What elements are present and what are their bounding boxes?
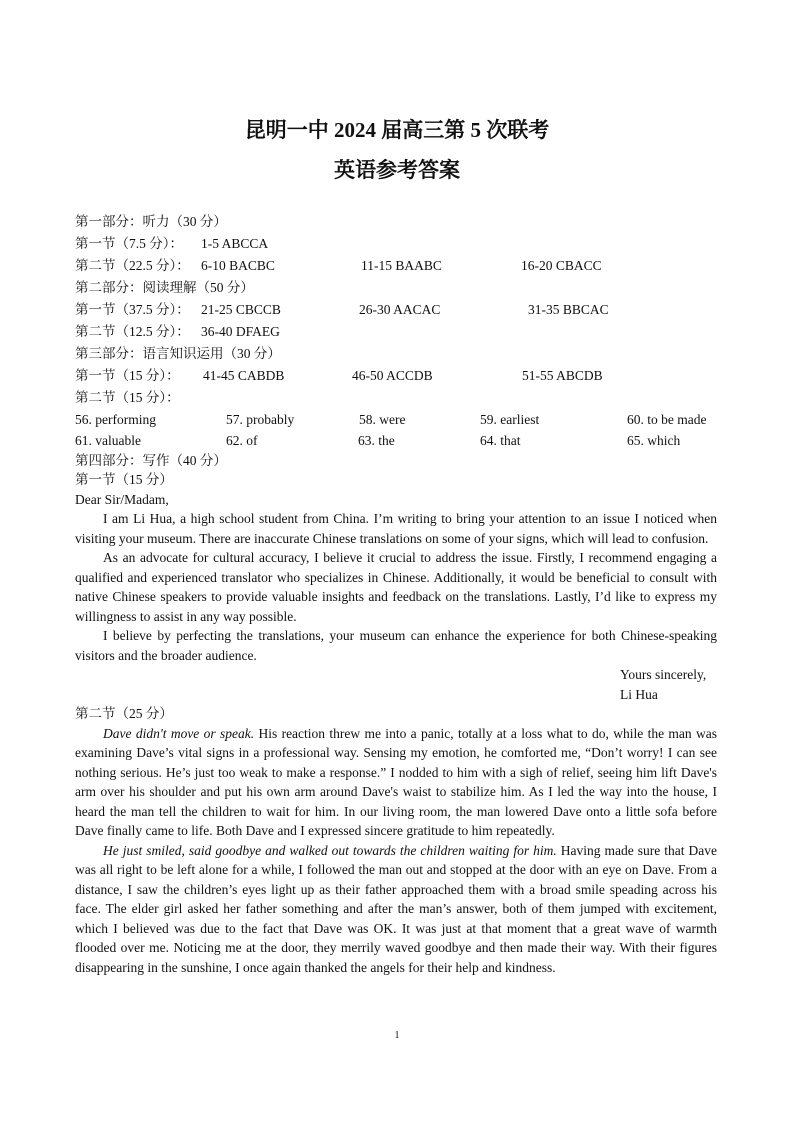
- fill-in-answer: 64. that: [480, 433, 521, 448]
- fill-in-answer: 58. were: [359, 412, 406, 427]
- page-number: 1: [394, 1030, 400, 1041]
- part-heading: 第四部分：写作（40 分）: [75, 452, 227, 468]
- section-label: 第一节（15 分）：: [75, 368, 180, 383]
- letter-paragraph: I believe by perfecting the translations, your museum can enhance the experience for both Chinese-speaking visitors and the broader audience.: [75, 628, 717, 663]
- part-heading: 第一部分：听力（30 分）: [75, 214, 227, 229]
- section-answer-row: [75, 321, 717, 343]
- paragraph-lead-sentence: He just smiled, said goodbye and walked out towards the children waiting for him.: [103, 842, 557, 858]
- story-paragraph: [75, 724, 717, 841]
- document-body: [75, 211, 717, 977]
- fill-in-answer: 57. probably: [226, 412, 295, 427]
- paragraph-lead-sentence: Dave didn't move or speak.: [103, 725, 255, 741]
- fill-in-answer-row: [75, 409, 717, 431]
- section-answer-row: [75, 233, 717, 255]
- story-paragraph: [75, 841, 717, 978]
- letter-paragraph: As an advocate for cultural accuracy, I believe it crucial to address the issue. Firstly, I recommend engaging a qualified and experienced translator who specializes in Chinese. Additionally, it would be beneficial to consult with native Chinese speakers to provide valuable insights and feedback on the translations. Lastly, I’d like to express my willingness to assist in any way possible.: [75, 550, 717, 624]
- letter-closing: Yours sincerely,: [620, 667, 707, 682]
- fill-in-answer: 59. earliest: [480, 412, 540, 427]
- answer-group: 6-10 BACBC: [201, 258, 275, 273]
- answer-group: 21-25 CBCCB: [201, 302, 281, 317]
- answer-group: 1-5 ABCCA: [201, 236, 269, 251]
- part-heading: 第三部分：语言知识运用（30 分）: [75, 346, 281, 361]
- fill-in-answer: 56. performing: [75, 412, 156, 427]
- section-label: 第二节（22.5 分）：: [75, 258, 190, 273]
- paragraph-body: Having made sure that Dave was all right to be left alone for a while, I followed the man out and stopped at the door with an eye on Dave. From a distance, I saw the children’s eyes light up as their father approached them with a broad smile speading across his face. The elder girl asked her father something and after the man’s answer, both of them jumped with excitement, which I believed was due to the fact that Dave was OK. It was just at that moment that a great wave of warmth flooded over me. Noticing me at the door, they merrily waved goodbye and then made their way. With their figures disappearing in the sunshine, I once again thanked the angels for their help and kindness.: [75, 842, 718, 975]
- section-label: 第一节（7.5 分）：: [75, 236, 183, 251]
- letter-signature: Li Hua: [620, 686, 658, 702]
- section-label: 第一节（37.5 分）：: [75, 302, 190, 317]
- section-answer-row: [75, 255, 717, 277]
- fill-in-answer: 60. to be made: [627, 412, 707, 427]
- answer-group: 51-55 ABCDB: [522, 368, 603, 383]
- fill-in-answer: 61. valuable: [75, 433, 141, 448]
- answer-group: 11-15 BAABC: [361, 258, 442, 273]
- letter-salutation: Dear Sir/Madam,: [75, 491, 169, 507]
- paragraph-body: His reaction threw me into a panic, totally at a loss what to do, while the man was examining Dave’s vital signs in a professional way. Sensing my emotion, he comforted me, “Don’t worry! I can see nothing serious. He’s just too weak to make a response.” I nodded to him with a sigh of relief, seeing him lift Dave's arm over his shoulder and put his own arm around Dave's waist to stabilize him. As I led the way into the house, I heard the man tell the children to wait for him. In our living room, the man lowered Dave onto a little sofa before Dave finally came to life. Both Dave and I expressed sincere gratitude to him repeatedly.: [75, 725, 717, 838]
- fill-in-answer: 62. of: [226, 433, 258, 448]
- answer-group: 36-40 DFAEG: [201, 324, 280, 339]
- document-subtitle: 英语参考答案: [334, 158, 460, 182]
- letter-paragraph: I am Li Hua, a high school student from China. I’m writing to bring your attention to an issue I noticed when visiting your museum. There are inaccurate Chinese translations on some of your signs, which will lead to confusion.: [75, 511, 717, 546]
- fill-in-answer: 65. which: [627, 433, 681, 448]
- answer-group: 41-45 CABDB: [203, 368, 285, 383]
- fill-in-answer: 63. the: [358, 433, 395, 448]
- section-answer-row: [75, 299, 717, 321]
- answer-group: 26-30 AACAC: [359, 302, 441, 317]
- fill-in-answer-row: [75, 431, 717, 451]
- section-label: 第二节（12.5 分）：: [75, 324, 190, 339]
- section-label: 第一节（15 分）: [75, 472, 173, 487]
- part-heading: 第二部分：阅读理解（50 分）: [75, 280, 254, 295]
- section-label: 第二节（25 分）: [75, 706, 173, 721]
- answer-group: 46-50 ACCDB: [352, 368, 433, 383]
- section-answer-row: [75, 365, 717, 387]
- section-label: 第二节（15 分）：: [75, 390, 180, 405]
- answer-group: 31-35 BBCAC: [528, 302, 609, 317]
- answer-group: 16-20 CBACC: [521, 258, 602, 273]
- document-title: 昆明一中 2024 届高三第 5 次联考: [244, 118, 550, 142]
